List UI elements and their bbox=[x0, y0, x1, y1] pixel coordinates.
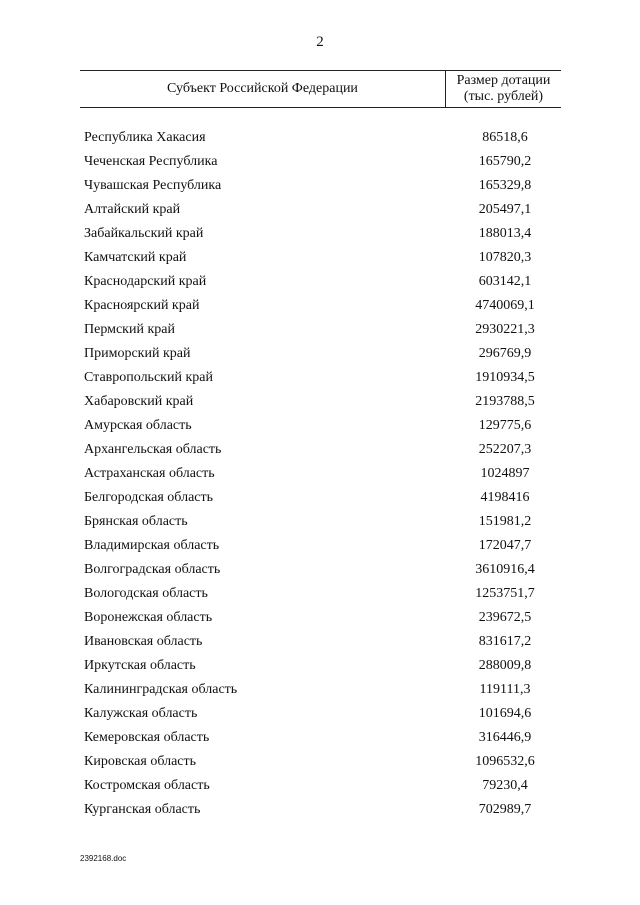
region-name: Архангельская область bbox=[84, 442, 222, 457]
subsidy-amount: 165329,8 bbox=[478, 178, 532, 193]
region-name: Приморский край bbox=[84, 346, 191, 361]
region-name: Калининградская область bbox=[84, 682, 238, 697]
subsidy-amount: 1253751,7 bbox=[475, 586, 535, 601]
subsidy-amount: 288009,8 bbox=[478, 658, 532, 673]
table-row bbox=[0, 776, 640, 800]
subsidy-amount: 4740069,1 bbox=[475, 298, 535, 313]
header-amount bbox=[446, 73, 561, 105]
table-row bbox=[0, 584, 640, 608]
document-id: 2392168.doc bbox=[80, 854, 127, 863]
region-name: Кемеровская область bbox=[84, 730, 210, 745]
region-name: Красноярский край bbox=[84, 298, 200, 313]
subsidy-amount: 1096532,6 bbox=[475, 754, 535, 769]
subsidy-amount: 831617,2 bbox=[478, 634, 532, 649]
table-row bbox=[0, 728, 640, 752]
table-row bbox=[0, 128, 640, 152]
subsidy-amount: 603142,1 bbox=[478, 274, 532, 289]
subsidy-amount: 1024897 bbox=[480, 466, 530, 481]
table-row bbox=[0, 464, 640, 488]
subsidy-amount: 4198416 bbox=[480, 490, 530, 505]
region-name: Чувашская Республика bbox=[84, 178, 222, 193]
region-name: Волгоградская область bbox=[84, 562, 221, 577]
table-row bbox=[0, 752, 640, 776]
region-name: Камчатский край bbox=[84, 250, 187, 265]
region-name: Ставропольский край bbox=[84, 370, 213, 385]
table-row bbox=[0, 512, 640, 536]
table-row bbox=[0, 248, 640, 272]
region-name: Костромская область bbox=[84, 778, 210, 793]
subsidy-amount: 239672,5 bbox=[478, 610, 532, 625]
table-row bbox=[0, 488, 640, 512]
table-row bbox=[0, 272, 640, 296]
table-row bbox=[0, 200, 640, 224]
table-row bbox=[0, 704, 640, 728]
subsidy-amount: 165790,2 bbox=[478, 154, 532, 169]
subsidy-amount: 316446,9 bbox=[478, 730, 532, 745]
subsidy-amount: 172047,7 bbox=[478, 538, 532, 553]
region-name: Вологодская область bbox=[84, 586, 208, 601]
region-name: Белгородская область bbox=[84, 490, 214, 505]
table-row bbox=[0, 560, 640, 584]
table-row bbox=[0, 392, 640, 416]
header-amount-line1: Размер дотации bbox=[456, 73, 551, 88]
region-name: Калужская область bbox=[84, 706, 198, 721]
region-name: Хабаровский край bbox=[84, 394, 194, 409]
subsidy-amount: 86518,6 bbox=[482, 130, 528, 145]
table-row bbox=[0, 296, 640, 320]
subsidy-amount: 101694,6 bbox=[478, 706, 532, 721]
region-name: Забайкальский край bbox=[84, 226, 204, 241]
table-header bbox=[80, 70, 561, 108]
table-row bbox=[0, 656, 640, 680]
table-row bbox=[0, 224, 640, 248]
subsidy-amount: 119111,3 bbox=[479, 682, 531, 697]
table-row bbox=[0, 440, 640, 464]
header-subject: Субъект Российской Федерации bbox=[167, 81, 358, 96]
region-name: Амурская область bbox=[84, 418, 192, 433]
subsidy-amount: 205497,1 bbox=[478, 202, 532, 217]
table-row bbox=[0, 680, 640, 704]
subsidy-amount: 188013,4 bbox=[478, 226, 532, 241]
subsidy-amount: 702989,7 bbox=[478, 802, 532, 817]
region-name: Владимирская область bbox=[84, 538, 220, 553]
subsidy-amount: 1910934,5 bbox=[475, 370, 535, 385]
table-body bbox=[0, 128, 640, 824]
table-row bbox=[0, 152, 640, 176]
region-name: Чеченская Республика bbox=[84, 154, 218, 169]
subsidy-amount: 3610916,4 bbox=[475, 562, 535, 577]
region-name: Брянская область bbox=[84, 514, 188, 529]
region-name: Курганская область bbox=[84, 802, 201, 817]
region-name: Кировская область bbox=[84, 754, 197, 769]
subsidy-amount: 129775,6 bbox=[478, 418, 532, 433]
page-number: 2 bbox=[316, 34, 324, 50]
region-name: Астраханская область bbox=[84, 466, 215, 481]
subsidy-amount: 252207,3 bbox=[478, 442, 532, 457]
table-row bbox=[0, 608, 640, 632]
region-name: Алтайский край bbox=[84, 202, 181, 217]
table-row bbox=[0, 536, 640, 560]
region-name: Пермский край bbox=[84, 322, 175, 337]
subsidy-amount: 2193788,5 bbox=[475, 394, 535, 409]
region-name: Воронежская область bbox=[84, 610, 213, 625]
subsidy-amount: 151981,2 bbox=[478, 514, 532, 529]
table-row bbox=[0, 176, 640, 200]
table-row bbox=[0, 800, 640, 824]
subsidy-amount: 79230,4 bbox=[482, 778, 528, 793]
header-amount-line2: (тыс. рублей) bbox=[463, 89, 544, 104]
subsidy-amount: 2930221,3 bbox=[475, 322, 535, 337]
table-row bbox=[0, 368, 640, 392]
table-row bbox=[0, 320, 640, 344]
region-name: Иркутская область bbox=[84, 658, 196, 673]
table-row bbox=[0, 344, 640, 368]
subsidy-amount: 296769,9 bbox=[478, 346, 532, 361]
region-name: Ивановская область bbox=[84, 634, 203, 649]
table-row bbox=[0, 416, 640, 440]
table-row bbox=[0, 632, 640, 656]
subsidy-amount: 107820,3 bbox=[478, 250, 532, 265]
region-name: Республика Хакасия bbox=[84, 130, 206, 145]
region-name: Краснодарский край bbox=[84, 274, 207, 289]
